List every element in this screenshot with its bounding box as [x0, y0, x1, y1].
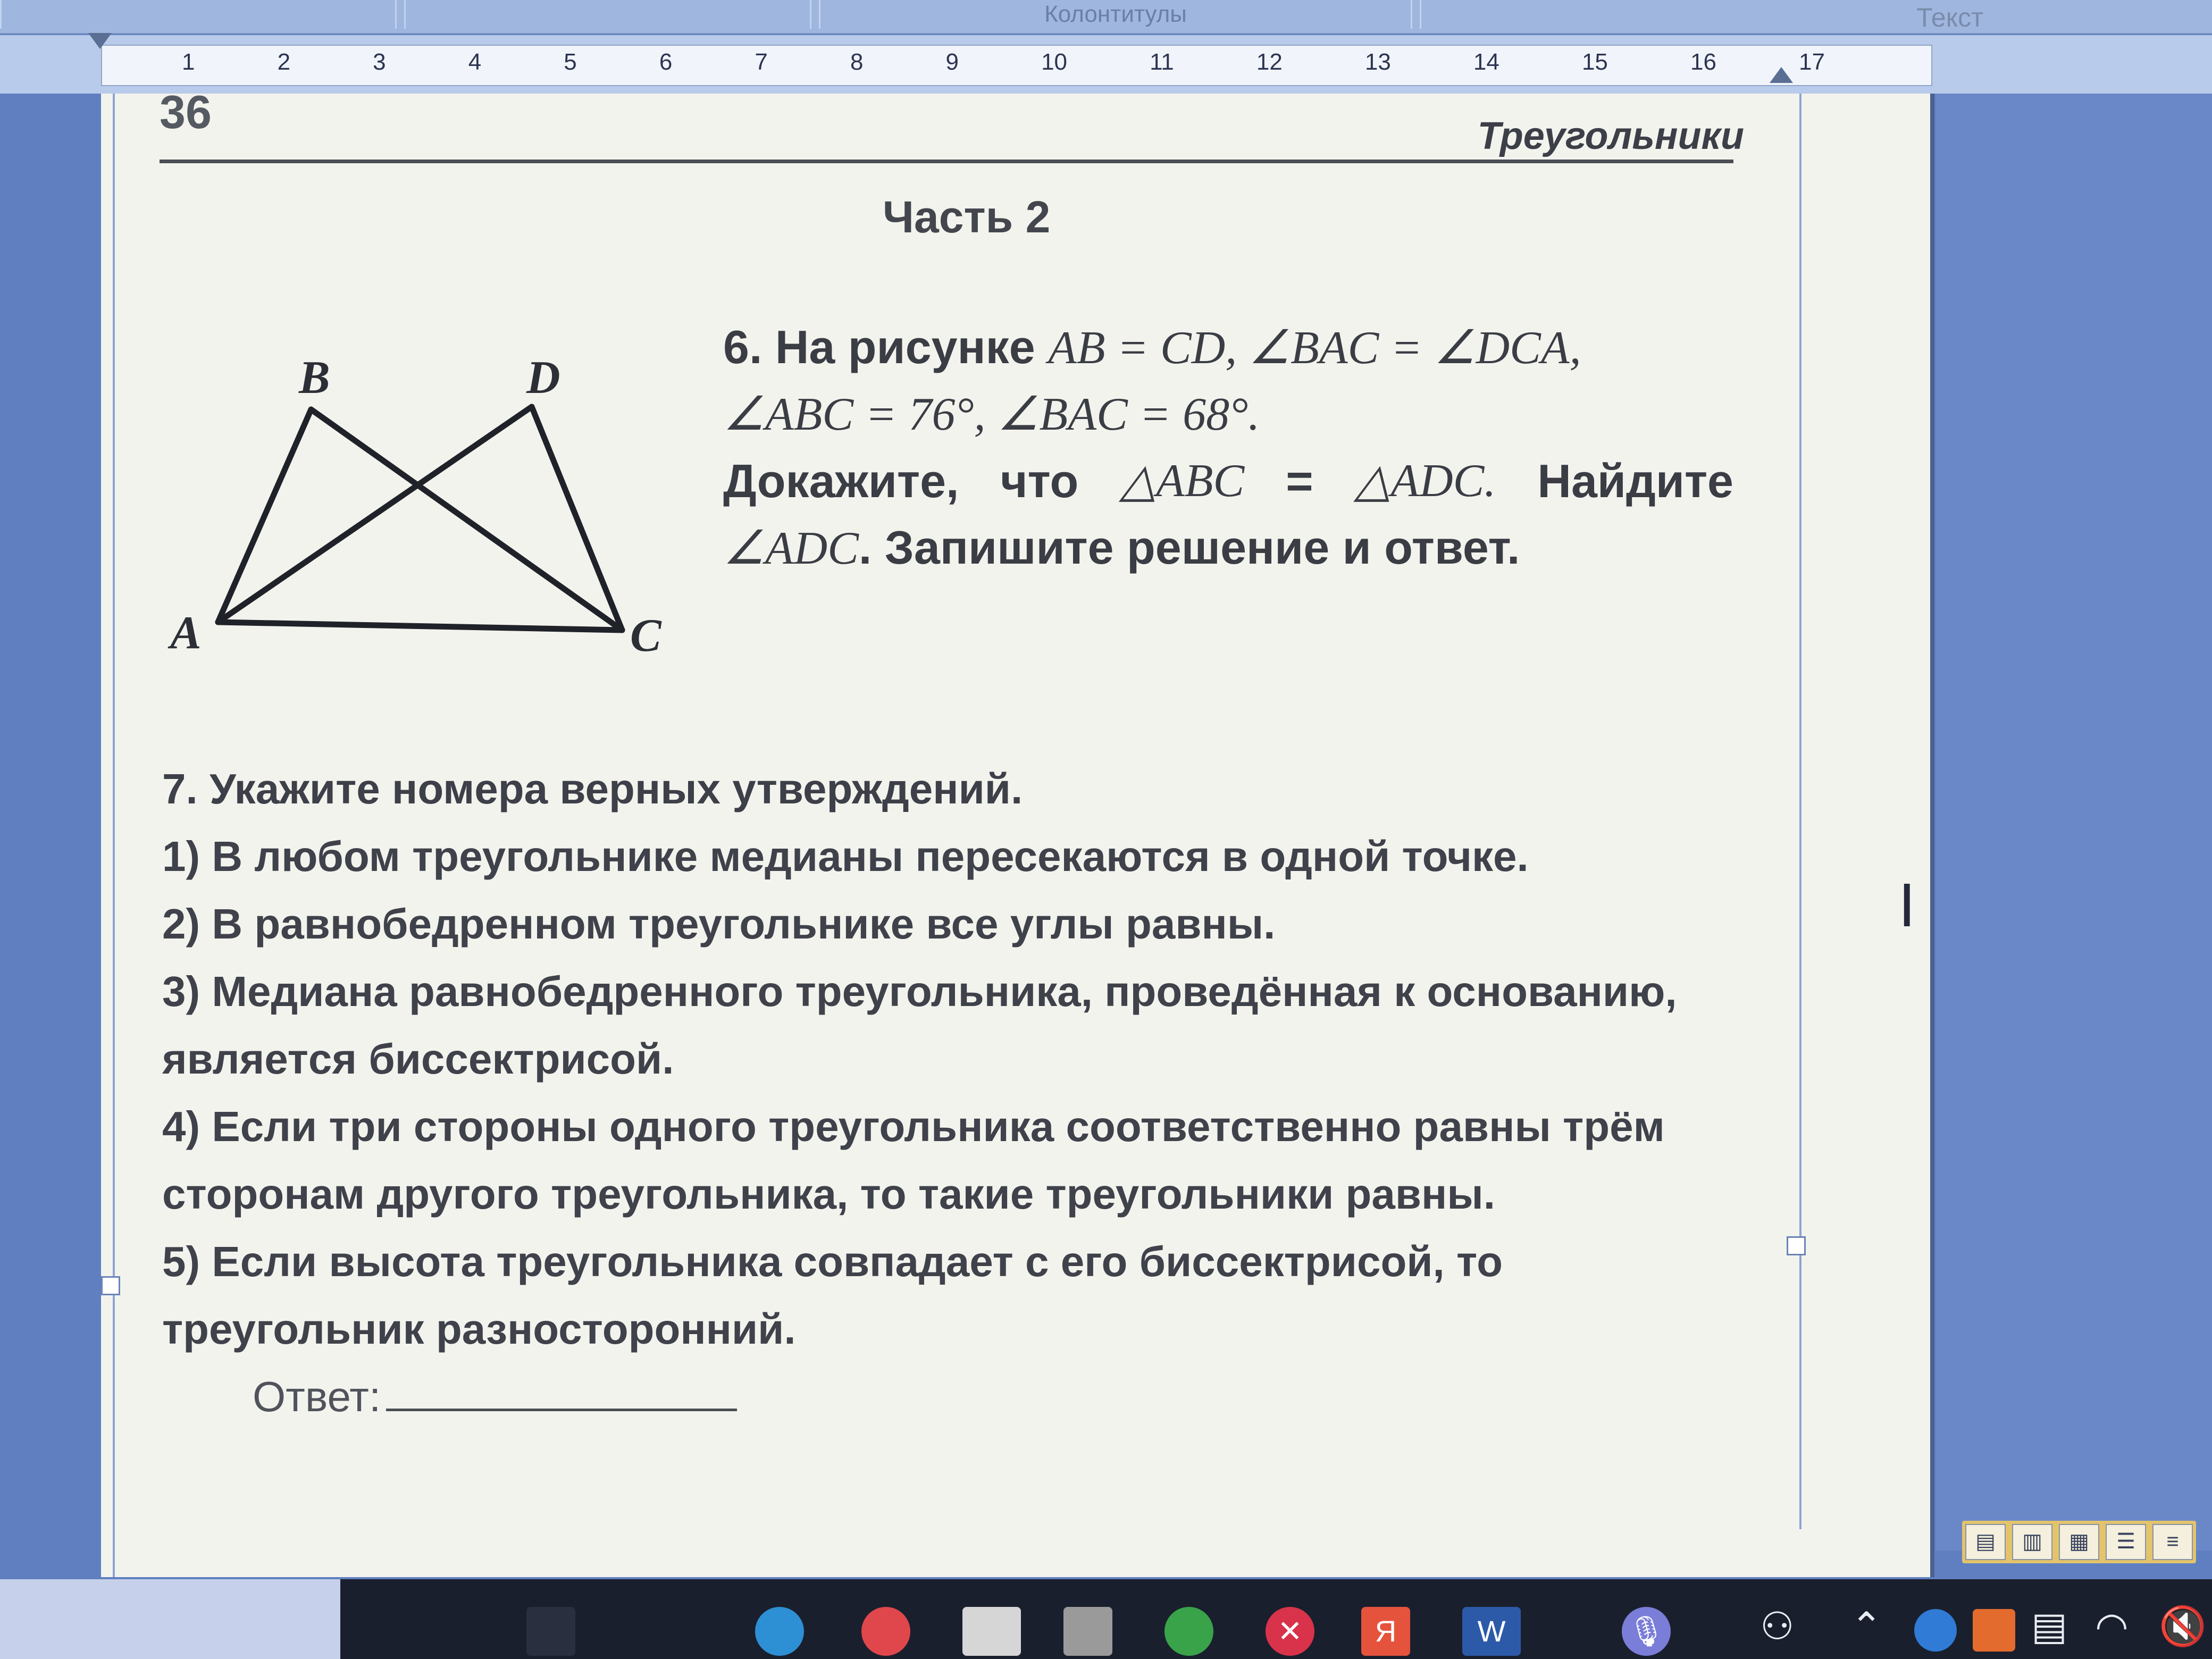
ribbon-group-text-label: Текст: [1916, 3, 1983, 32]
taskbar-app-icon-1[interactable]: [526, 1607, 575, 1656]
task7-statement-4: 4) Если три стороны одного треугольника соответственно равны трём сторонам другого треугольника, то такие треугольники равны.: [162, 1103, 1665, 1218]
tray-app-icon[interactable]: [1914, 1609, 1957, 1652]
keyboard-layout-icon[interactable]: ▤: [2031, 1604, 2068, 1648]
ruler-numbers: [102, 49, 1931, 81]
ruler-number: 12: [1256, 49, 1283, 75]
task6-line-1: [723, 314, 1733, 381]
ruler-number: 1: [182, 49, 195, 75]
page-number: 36: [160, 86, 212, 138]
task7-statement-2: 2) В равнобедренном треугольнике все углы равны.: [162, 900, 1276, 948]
ruler-number: 9: [945, 49, 959, 75]
point-label-d: D: [526, 352, 560, 404]
wifi-icon[interactable]: ◠: [2095, 1604, 2129, 1648]
draft-icon[interactable]: ≡: [2152, 1524, 2193, 1560]
taskbar: [0, 1579, 2212, 1659]
taskbar-left-area: [0, 1579, 340, 1659]
ruler-number: 17: [1799, 49, 1825, 75]
ruler-number: 2: [277, 49, 291, 75]
task6-triangle-abc: △ABC: [1120, 455, 1245, 507]
yandex-browser-icon[interactable]: Я: [1361, 1607, 1410, 1656]
text-boundary-left: [113, 94, 115, 1577]
browser-icon[interactable]: [755, 1607, 804, 1656]
ruler-number: 16: [1690, 49, 1716, 75]
task6-triangle-adc: △ADC.: [1354, 455, 1496, 507]
ribbon-group-2[interactable]: [404, 0, 811, 29]
people-icon[interactable]: ⚇: [1760, 1604, 1795, 1648]
task6-lead: 6. На рисунке: [723, 321, 1049, 373]
right-indent-marker[interactable]: [1770, 67, 1793, 83]
ruler-number: 14: [1473, 49, 1499, 75]
word-icon[interactable]: W: [1462, 1607, 1521, 1656]
triangle-diagram-svg: [160, 340, 691, 670]
outline-icon[interactable]: ☰: [2106, 1524, 2146, 1560]
view-mode-buttons: [1962, 1521, 2196, 1563]
point-label-a: A: [170, 607, 202, 659]
tray-app-icon-orange[interactable]: [1973, 1609, 2015, 1652]
yandex-mail-icon[interactable]: ✕: [1266, 1607, 1314, 1656]
task7-answer-row: [253, 1363, 1747, 1430]
print-layout-icon[interactable]: ▤: [1965, 1524, 2006, 1560]
drive-icon[interactable]: [962, 1607, 1021, 1656]
textbox-resize-handle-left[interactable]: [101, 1276, 120, 1295]
answer-blank-line: [386, 1370, 737, 1411]
task7-answer-label: Ответ:: [253, 1373, 381, 1420]
opera-icon[interactable]: [861, 1607, 910, 1656]
task6-condition-1: AB = CD, ∠BAC = ∠DCA,: [1048, 322, 1581, 374]
microphone-icon[interactable]: 🎙: [1622, 1607, 1671, 1656]
chapter-title: Треугольники: [1477, 115, 1744, 157]
task6-equals: =: [1286, 455, 1313, 507]
ruler-number: 3: [373, 49, 386, 75]
point-label-b: B: [299, 352, 330, 404]
header-rule: [160, 160, 1733, 163]
chrome-icon[interactable]: [1164, 1607, 1213, 1656]
triangle-diagram: [160, 340, 691, 670]
horizontal-ruler[interactable]: [0, 35, 2212, 94]
volume-mute-icon[interactable]: 🔇: [2159, 1604, 2207, 1648]
ribbon-strip: [0, 0, 2212, 34]
left-indent-marker[interactable]: [88, 33, 112, 49]
ruler-number: 7: [755, 49, 768, 75]
task6-condition-2: ∠ABC = 76°, ∠BAC = 68°.: [723, 389, 1260, 440]
ruler-number: 10: [1041, 49, 1068, 75]
textbox-resize-handle-right[interactable]: [1787, 1236, 1806, 1255]
ruler-number: 15: [1581, 49, 1608, 75]
ribbon-group-header-footer[interactable]: [819, 0, 1412, 29]
part-title: Часть 2: [883, 192, 1051, 242]
task-7: [162, 755, 1747, 1430]
text-cursor-icon: I: [1898, 872, 1916, 940]
task6-line-4: [723, 514, 1733, 582]
ruler-number: 5: [564, 49, 577, 75]
task6-find: Найдите: [1537, 455, 1733, 507]
task6-prove-word-2: что: [1000, 455, 1079, 507]
task6-line-3: [723, 448, 1733, 514]
ruler-band: [101, 45, 1932, 86]
calculator-icon[interactable]: [1063, 1607, 1112, 1656]
segment-ac: [218, 622, 622, 630]
ruler-number: 11: [1150, 49, 1174, 75]
ruler-number: 13: [1364, 49, 1391, 75]
ribbon-group-1[interactable]: [0, 0, 397, 29]
ribbon-group-header-footer-label: Колонтитулы: [1044, 1, 1187, 27]
point-label-c: C: [630, 610, 661, 661]
task6-tail: . Запишите решение и ответ.: [858, 521, 1520, 574]
reading-icon[interactable]: ▥: [2012, 1524, 2052, 1560]
ruler-number: 6: [659, 49, 673, 75]
web-layout-icon[interactable]: ▦: [2059, 1524, 2099, 1560]
task-6: [723, 314, 1733, 582]
chevron-up-icon[interactable]: ⌃: [1850, 1604, 1883, 1648]
text-boundary-right: [1799, 94, 1802, 1529]
document-background-right: [1936, 94, 2212, 1551]
task7-statement-1: 1) В любом треугольнике медианы пересекаются в одной точке.: [162, 833, 1529, 880]
ruler-number: 4: [468, 49, 482, 75]
task7-statement-5: 5) Если высота треугольника совпадает с его биссектрисой, то треугольник разносторонний.: [162, 1238, 1503, 1353]
task6-angle-adc: ∠ADC: [723, 523, 859, 574]
task6-prove-word-1: Докажите,: [723, 455, 959, 507]
task7-statement-3: 3) Медиана равнобедренного треугольника, проведённая к основанию, являетcя биссектрисой.: [162, 968, 1677, 1083]
ruler-number: 8: [850, 49, 864, 75]
ribbon-group-text[interactable]: [1420, 0, 2212, 29]
task7-title: 7. Укажите номера верных утверждений.: [162, 765, 1023, 812]
